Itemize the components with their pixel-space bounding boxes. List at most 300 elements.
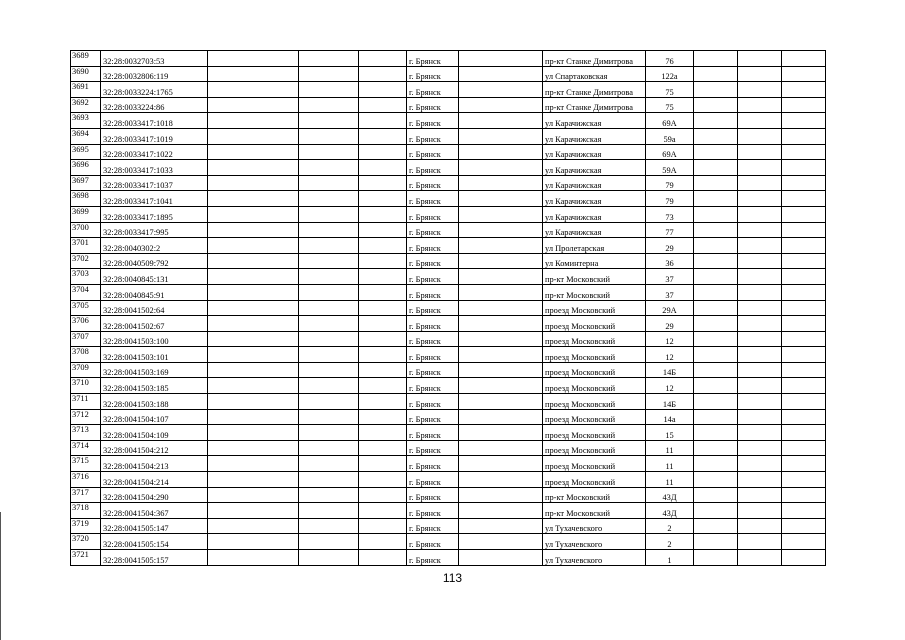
empty-cell — [782, 362, 826, 378]
row-number: 3707 — [71, 331, 101, 347]
house-number: 29 — [646, 316, 694, 332]
cadastral-number: 32:28:0033224:86 — [101, 97, 208, 113]
empty-cell — [299, 550, 359, 566]
city-cell: г. Брянск — [407, 66, 459, 82]
empty-cell — [359, 409, 407, 425]
empty-cell — [299, 331, 359, 347]
empty-cell — [694, 51, 738, 67]
empty-cell — [359, 550, 407, 566]
empty-cell — [782, 518, 826, 534]
cadastral-number: 32:28:0041504:212 — [101, 440, 208, 456]
cadastral-number: 32:28:0033417:1018 — [101, 113, 208, 129]
empty-cell — [694, 206, 738, 222]
street-cell: ул Тухачевского — [543, 518, 646, 534]
city-cell: г. Брянск — [407, 253, 459, 269]
empty-cell — [738, 269, 782, 285]
city-cell: г. Брянск — [407, 316, 459, 332]
cadastral-number: 32:28:0041504:107 — [101, 409, 208, 425]
table-row — [71, 503, 826, 519]
city-cell: г. Брянск — [407, 175, 459, 191]
empty-cell — [694, 66, 738, 82]
empty-cell — [359, 300, 407, 316]
empty-cell — [208, 191, 299, 207]
empty-cell — [299, 487, 359, 503]
empty-cell — [459, 518, 543, 534]
empty-cell — [782, 378, 826, 394]
house-number: 11 — [646, 472, 694, 488]
house-number: 37 — [646, 269, 694, 285]
city-cell: г. Брянск — [407, 144, 459, 160]
street-cell: ул Карачижская — [543, 144, 646, 160]
empty-cell — [359, 394, 407, 410]
cadastral-number: 32:28:0040845:131 — [101, 269, 208, 285]
empty-cell — [208, 316, 299, 332]
table-row — [71, 206, 826, 222]
city-cell: г. Брянск — [407, 472, 459, 488]
registry-table — [70, 50, 826, 566]
empty-cell — [694, 269, 738, 285]
city-cell: г. Брянск — [407, 238, 459, 254]
city-cell: г. Брянск — [407, 113, 459, 129]
empty-cell — [359, 253, 407, 269]
city-cell: г. Брянск — [407, 51, 459, 67]
empty-cell — [738, 144, 782, 160]
cadastral-number: 32:28:0033417:1037 — [101, 175, 208, 191]
table-row — [71, 128, 826, 144]
street-cell: ул Коминтерна — [543, 253, 646, 269]
empty-cell — [459, 409, 543, 425]
house-number: 75 — [646, 97, 694, 113]
empty-cell — [208, 97, 299, 113]
empty-cell — [299, 284, 359, 300]
empty-cell — [299, 425, 359, 441]
empty-cell — [208, 347, 299, 363]
empty-cell — [782, 238, 826, 254]
empty-cell — [208, 253, 299, 269]
empty-cell — [782, 503, 826, 519]
empty-cell — [694, 362, 738, 378]
empty-cell — [694, 113, 738, 129]
house-number: 29 — [646, 238, 694, 254]
row-number: 3692 — [71, 97, 101, 113]
empty-cell — [694, 378, 738, 394]
empty-cell — [359, 269, 407, 285]
city-cell: г. Брянск — [407, 503, 459, 519]
empty-cell — [359, 472, 407, 488]
cadastral-number: 32:28:0041502:64 — [101, 300, 208, 316]
row-number: 3711 — [71, 394, 101, 410]
empty-cell — [738, 440, 782, 456]
city-cell: г. Брянск — [407, 534, 459, 550]
empty-cell — [299, 206, 359, 222]
empty-cell — [359, 425, 407, 441]
empty-cell — [782, 425, 826, 441]
empty-cell — [782, 440, 826, 456]
empty-cell — [459, 128, 543, 144]
empty-cell — [299, 66, 359, 82]
empty-cell — [299, 300, 359, 316]
empty-cell — [208, 362, 299, 378]
cadastral-number: 32:28:0032806:119 — [101, 66, 208, 82]
cadastral-number: 32:28:0033417:1041 — [101, 191, 208, 207]
empty-cell — [359, 206, 407, 222]
empty-cell — [782, 222, 826, 238]
empty-cell — [782, 191, 826, 207]
table-row — [71, 66, 826, 82]
empty-cell — [694, 253, 738, 269]
empty-cell — [299, 97, 359, 113]
empty-cell — [738, 284, 782, 300]
house-number: 14а — [646, 409, 694, 425]
empty-cell — [738, 409, 782, 425]
empty-cell — [738, 518, 782, 534]
empty-cell — [208, 144, 299, 160]
empty-cell — [738, 550, 782, 566]
empty-cell — [694, 222, 738, 238]
empty-cell — [299, 503, 359, 519]
empty-cell — [782, 160, 826, 176]
cadastral-number: 32:28:0033417:1019 — [101, 128, 208, 144]
empty-cell — [782, 113, 826, 129]
house-number: 15 — [646, 425, 694, 441]
empty-cell — [208, 534, 299, 550]
empty-cell — [208, 409, 299, 425]
empty-cell — [459, 534, 543, 550]
empty-cell — [694, 394, 738, 410]
table-row — [71, 487, 826, 503]
empty-cell — [694, 425, 738, 441]
empty-cell — [359, 97, 407, 113]
empty-cell — [694, 440, 738, 456]
cadastral-number: 32:28:0041503:188 — [101, 394, 208, 410]
street-cell: пр-кт Московский — [543, 503, 646, 519]
street-cell: проезд Московский — [543, 331, 646, 347]
empty-cell — [694, 238, 738, 254]
empty-cell — [738, 316, 782, 332]
empty-cell — [208, 128, 299, 144]
city-cell: г. Брянск — [407, 97, 459, 113]
empty-cell — [208, 175, 299, 191]
city-cell: г. Брянск — [407, 518, 459, 534]
street-cell: проезд Московский — [543, 409, 646, 425]
street-cell: пр-кт Московский — [543, 487, 646, 503]
cadastral-number: 32:28:0041504:290 — [101, 487, 208, 503]
empty-cell — [459, 144, 543, 160]
empty-cell — [299, 440, 359, 456]
house-number: 79 — [646, 191, 694, 207]
empty-cell — [208, 284, 299, 300]
street-cell: ул Карачижская — [543, 175, 646, 191]
empty-cell — [208, 394, 299, 410]
cadastral-number: 32:28:0040302:2 — [101, 238, 208, 254]
empty-cell — [782, 97, 826, 113]
empty-cell — [694, 331, 738, 347]
empty-cell — [782, 128, 826, 144]
row-number: 3702 — [71, 253, 101, 269]
house-number: 59А — [646, 160, 694, 176]
street-cell: проезд Московский — [543, 472, 646, 488]
empty-cell — [299, 222, 359, 238]
empty-cell — [459, 550, 543, 566]
street-cell: ул Карачижская — [543, 128, 646, 144]
empty-cell — [299, 472, 359, 488]
empty-cell — [694, 284, 738, 300]
row-number: 3704 — [71, 284, 101, 300]
city-cell: г. Брянск — [407, 269, 459, 285]
empty-cell — [738, 66, 782, 82]
empty-cell — [208, 331, 299, 347]
empty-cell — [359, 66, 407, 82]
house-number: 43Д — [646, 487, 694, 503]
empty-cell — [359, 144, 407, 160]
empty-cell — [738, 222, 782, 238]
empty-cell — [694, 534, 738, 550]
empty-cell — [459, 425, 543, 441]
empty-cell — [782, 284, 826, 300]
row-number: 3717 — [71, 487, 101, 503]
empty-cell — [459, 378, 543, 394]
empty-cell — [359, 378, 407, 394]
empty-cell — [694, 144, 738, 160]
empty-cell — [299, 534, 359, 550]
house-number: 73 — [646, 206, 694, 222]
empty-cell — [738, 82, 782, 98]
empty-cell — [208, 518, 299, 534]
empty-cell — [359, 487, 407, 503]
empty-cell — [694, 82, 738, 98]
empty-cell — [694, 472, 738, 488]
empty-cell — [459, 160, 543, 176]
city-cell: г. Брянск — [407, 82, 459, 98]
street-cell: ул Тухачевского — [543, 534, 646, 550]
empty-cell — [738, 191, 782, 207]
table-row — [71, 331, 826, 347]
empty-cell — [299, 378, 359, 394]
street-cell: пр-кт Московский — [543, 269, 646, 285]
empty-cell — [694, 128, 738, 144]
row-number: 3703 — [71, 269, 101, 285]
empty-cell — [459, 284, 543, 300]
empty-cell — [459, 222, 543, 238]
table-row — [71, 534, 826, 550]
empty-cell — [738, 503, 782, 519]
empty-cell — [359, 51, 407, 67]
empty-cell — [738, 534, 782, 550]
row-number: 3714 — [71, 440, 101, 456]
empty-cell — [459, 362, 543, 378]
empty-cell — [738, 206, 782, 222]
empty-cell — [359, 238, 407, 254]
empty-cell — [459, 51, 543, 67]
empty-cell — [208, 300, 299, 316]
empty-cell — [782, 269, 826, 285]
registry-body — [71, 51, 826, 566]
house-number: 14Б — [646, 394, 694, 410]
row-number: 3718 — [71, 503, 101, 519]
street-cell: ул Карачижская — [543, 206, 646, 222]
table-row — [71, 316, 826, 332]
cadastral-number: 32:28:0041504:214 — [101, 472, 208, 488]
empty-cell — [782, 66, 826, 82]
empty-cell — [459, 316, 543, 332]
city-cell: г. Брянск — [407, 191, 459, 207]
empty-cell — [782, 331, 826, 347]
house-number: 36 — [646, 253, 694, 269]
cadastral-number: 32:28:0041505:154 — [101, 534, 208, 550]
empty-cell — [738, 128, 782, 144]
empty-cell — [738, 51, 782, 67]
row-number: 3689 — [71, 51, 101, 67]
city-cell: г. Брянск — [407, 440, 459, 456]
city-cell: г. Брянск — [407, 394, 459, 410]
house-number: 11 — [646, 456, 694, 472]
row-number: 3698 — [71, 191, 101, 207]
empty-cell — [359, 503, 407, 519]
empty-cell — [299, 128, 359, 144]
empty-cell — [459, 97, 543, 113]
table-row — [71, 518, 826, 534]
table-row — [71, 113, 826, 129]
empty-cell — [299, 238, 359, 254]
street-cell: проезд Московский — [543, 378, 646, 394]
table-row — [71, 394, 826, 410]
street-cell: проезд Московский — [543, 440, 646, 456]
table-row — [71, 269, 826, 285]
house-number: 69А — [646, 113, 694, 129]
empty-cell — [459, 66, 543, 82]
row-number: 3706 — [71, 316, 101, 332]
empty-cell — [359, 331, 407, 347]
cadastral-number: 32:28:0041502:67 — [101, 316, 208, 332]
empty-cell — [359, 128, 407, 144]
cadastral-number: 32:28:0041503:101 — [101, 347, 208, 363]
city-cell: г. Брянск — [407, 222, 459, 238]
city-cell: г. Брянск — [407, 487, 459, 503]
empty-cell — [459, 347, 543, 363]
street-cell: ул Карачижская — [543, 160, 646, 176]
cadastral-number: 32:28:0033417:995 — [101, 222, 208, 238]
table-row — [71, 440, 826, 456]
empty-cell — [299, 175, 359, 191]
empty-cell — [299, 269, 359, 285]
empty-cell — [694, 300, 738, 316]
empty-cell — [782, 51, 826, 67]
table-row — [71, 472, 826, 488]
table-row — [71, 456, 826, 472]
cadastral-number: 32:28:0033417:1895 — [101, 206, 208, 222]
table-row — [71, 300, 826, 316]
empty-cell — [208, 113, 299, 129]
empty-cell — [459, 206, 543, 222]
house-number: 75 — [646, 82, 694, 98]
empty-cell — [359, 362, 407, 378]
empty-cell — [359, 222, 407, 238]
empty-cell — [208, 425, 299, 441]
house-number: 69А — [646, 144, 694, 160]
empty-cell — [459, 175, 543, 191]
house-number: 12 — [646, 378, 694, 394]
house-number: 2 — [646, 534, 694, 550]
empty-cell — [738, 238, 782, 254]
row-number: 3709 — [71, 362, 101, 378]
cadastral-number: 32:28:0033417:1022 — [101, 144, 208, 160]
empty-cell — [359, 160, 407, 176]
empty-cell — [208, 238, 299, 254]
table-row — [71, 378, 826, 394]
empty-cell — [208, 66, 299, 82]
empty-cell — [694, 97, 738, 113]
city-cell: г. Брянск — [407, 300, 459, 316]
empty-cell — [694, 316, 738, 332]
table-row — [71, 175, 826, 191]
empty-cell — [459, 472, 543, 488]
empty-cell — [299, 518, 359, 534]
city-cell: г. Брянск — [407, 206, 459, 222]
empty-cell — [738, 425, 782, 441]
empty-cell — [694, 503, 738, 519]
empty-cell — [208, 440, 299, 456]
city-cell: г. Брянск — [407, 378, 459, 394]
table-row — [71, 409, 826, 425]
empty-cell — [694, 160, 738, 176]
cadastral-number: 32:28:0040509:792 — [101, 253, 208, 269]
empty-cell — [738, 175, 782, 191]
empty-cell — [738, 394, 782, 410]
street-cell: пр-кт Станке Димитрова — [543, 97, 646, 113]
street-cell: ул Спартаковская — [543, 66, 646, 82]
empty-cell — [782, 316, 826, 332]
empty-cell — [782, 144, 826, 160]
empty-cell — [782, 206, 826, 222]
empty-cell — [359, 191, 407, 207]
house-number: 12 — [646, 331, 694, 347]
row-number: 3696 — [71, 160, 101, 176]
city-cell: г. Брянск — [407, 362, 459, 378]
empty-cell — [782, 300, 826, 316]
empty-cell — [299, 113, 359, 129]
empty-cell — [459, 300, 543, 316]
city-cell: г. Брянск — [407, 409, 459, 425]
table-row — [71, 191, 826, 207]
empty-cell — [299, 253, 359, 269]
street-cell: ул Пролетарская — [543, 238, 646, 254]
empty-cell — [299, 144, 359, 160]
empty-cell — [694, 191, 738, 207]
row-number: 3712 — [71, 409, 101, 425]
empty-cell — [359, 113, 407, 129]
empty-cell — [299, 160, 359, 176]
table-row — [71, 253, 826, 269]
empty-cell — [738, 300, 782, 316]
empty-cell — [738, 160, 782, 176]
empty-cell — [359, 440, 407, 456]
empty-cell — [459, 82, 543, 98]
table-row — [71, 425, 826, 441]
row-number: 3697 — [71, 175, 101, 191]
empty-cell — [694, 518, 738, 534]
empty-cell — [459, 487, 543, 503]
empty-cell — [782, 534, 826, 550]
empty-cell — [459, 238, 543, 254]
empty-cell — [208, 269, 299, 285]
house-number: 76 — [646, 51, 694, 67]
empty-cell — [359, 518, 407, 534]
house-number: 77 — [646, 222, 694, 238]
empty-cell — [299, 316, 359, 332]
city-cell: г. Брянск — [407, 160, 459, 176]
cadastral-number: 32:28:0033224:1765 — [101, 82, 208, 98]
empty-cell — [782, 394, 826, 410]
